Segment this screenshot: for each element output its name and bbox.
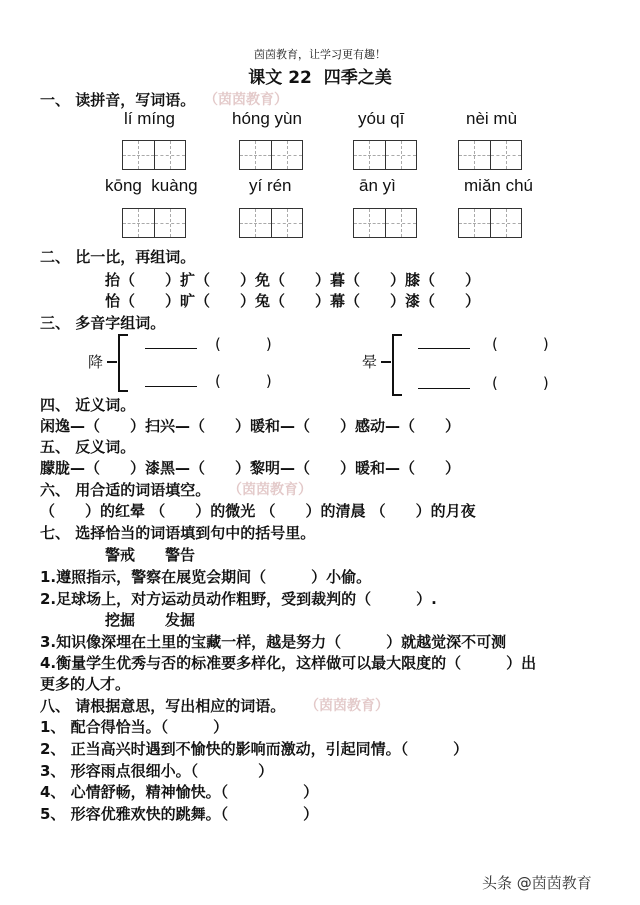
- brace-1-tick: [107, 361, 117, 363]
- section-3-title: 三、 多音字组词。: [40, 314, 166, 332]
- section-6-title: 六、 用合适的词语填空。: [40, 481, 211, 499]
- write-box-2[interactable]: [239, 140, 303, 170]
- paren-1: ( ): [215, 335, 272, 353]
- section-7-title: 七、 选择恰当的词语填到句中的括号里。: [40, 524, 316, 542]
- pinyin-7: ān yì: [359, 176, 396, 195]
- pinyin-1: lí míng: [124, 109, 176, 128]
- word-choice-1: 警戒 警告: [105, 546, 196, 564]
- section-4-title: 四、 近义词。: [40, 396, 136, 414]
- pinyin-2: hóng yùn: [232, 109, 302, 128]
- blank-line-1[interactable]: [145, 348, 197, 349]
- blank-line-3[interactable]: [418, 348, 470, 349]
- question-1: 1.遵照指示，警察在展览会期间（ ）小偷。: [40, 568, 372, 586]
- paren-2: ( ): [215, 372, 272, 390]
- pinyin-8: miǎn chú: [464, 176, 533, 195]
- paren-4: ( ): [492, 374, 549, 392]
- write-box-8[interactable]: [458, 208, 522, 238]
- word-choice-2: 挖掘 发掘: [105, 611, 196, 629]
- question-4: 4.衡量学生优秀与否的标准要多样化，这样做可以最大限度的（ ）出: [40, 654, 537, 672]
- question-2: 2.足球场上，对方运动员动作粗野，受到裁判的（ ）.: [40, 590, 437, 608]
- section-8-title: 八、 请根据意思，写出相应的词语。: [40, 697, 286, 715]
- polyphone-char-2: 晕: [362, 353, 378, 371]
- question-4-continued: 更多的人才。: [40, 675, 131, 693]
- meaning-item-3: 3、 形容雨点很细小。（ ）: [40, 762, 274, 780]
- meaning-item-4: 4、 心情舒畅，精神愉快。（ ）: [40, 783, 319, 801]
- polyphone-char-1: 降: [88, 353, 104, 371]
- pinyin-3: yóu qī: [358, 109, 405, 128]
- write-box-4[interactable]: [458, 140, 522, 170]
- fill-in-line: （ ）的红晕 （ ）的微光 （ ）的清晨 （ ）的月夜: [40, 502, 476, 520]
- paren-3: ( ): [492, 335, 549, 353]
- write-box-5[interactable]: [122, 208, 186, 238]
- watermark-3: （茵茵教育）: [305, 698, 389, 714]
- section-2-title: 二、 比一比，再组词。: [40, 248, 196, 266]
- question-3: 3.知识像深埋在土里的宝藏一样，越是努力（ ）就越觉深不可测: [40, 633, 507, 651]
- pinyin-5: kōng kuàng: [105, 176, 198, 195]
- section-1-title: 一、 读拼音，写词语。: [40, 91, 196, 109]
- section-5-title: 五、 反义词。: [40, 438, 136, 456]
- meaning-item-1: 1、 配合得恰当。（ ）: [40, 718, 229, 736]
- brace-1: [118, 334, 128, 392]
- write-box-1[interactable]: [122, 140, 186, 170]
- blank-line-4[interactable]: [418, 388, 470, 389]
- brace-2-tick: [381, 361, 391, 363]
- write-box-3[interactable]: [353, 140, 417, 170]
- meaning-item-2: 2、 正当高兴时遇到不愉快的影响而激动，引起同情。（ ）: [40, 740, 469, 758]
- header-note: 茵茵教育，让学习更有趣！: [254, 48, 386, 61]
- watermark-1: （茵茵教育）: [204, 92, 288, 108]
- compare-row-2: 怡（ ）旷（ ）兔（ ）幕（ ）漆（ ）: [105, 292, 481, 310]
- synonym-line: 闲逸—（ ）扫兴—（ ）暖和—（ ）感动—（ ）: [40, 417, 461, 435]
- pinyin-6: yí rén: [249, 176, 292, 195]
- watermark-2: （茵茵教育）: [228, 482, 312, 498]
- meaning-item-5: 5、 形容优雅欢快的跳舞。（ ）: [40, 805, 319, 823]
- pinyin-4: nèi mù: [466, 109, 518, 128]
- brace-2: [392, 334, 402, 396]
- write-box-6[interactable]: [239, 208, 303, 238]
- antonym-line: 朦胧—（ ）漆黑—（ ）黎明—（ ）暖和—（ ）: [40, 459, 461, 477]
- page-title: 课文 22 四季之美: [248, 68, 392, 88]
- blank-line-2[interactable]: [145, 386, 197, 387]
- compare-row-1: 抬（ ）扩（ ）免（ ）暮（ ）膝（ ）: [105, 271, 481, 289]
- footer-credit: 头条 @茵茵教育: [482, 874, 592, 892]
- write-box-7[interactable]: [353, 208, 417, 238]
